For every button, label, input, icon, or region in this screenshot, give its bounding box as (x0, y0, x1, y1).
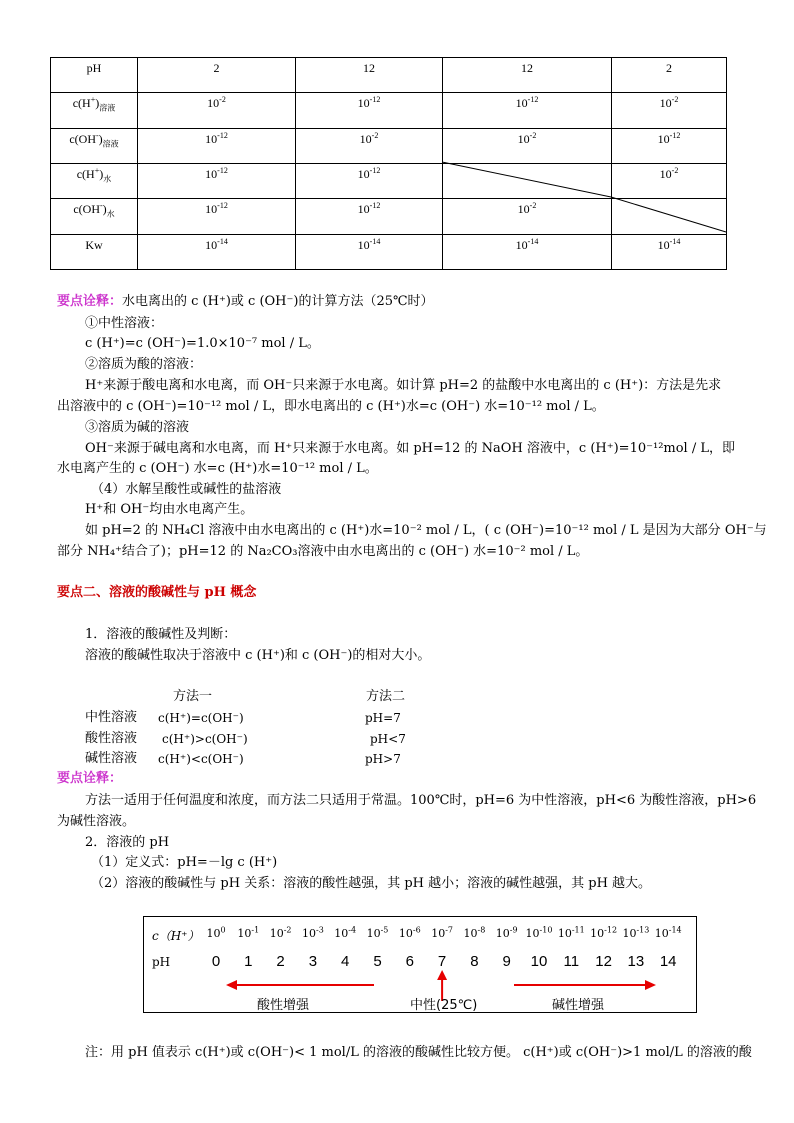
ph-tick-label: 13 (627, 953, 645, 970)
conc-row-label: c（H⁺） (152, 929, 200, 943)
table-diagonals (0, 0, 794, 280)
table-cell: $10^{-12}$ (138, 163, 296, 198)
ph-tick-label: 9 (502, 953, 511, 970)
table-cell: $10^{-2}$ (296, 128, 443, 163)
conc-tick-label: $10^{-4}$ (334, 925, 357, 940)
ph-tick-label: 0 (211, 953, 221, 970)
sec2-p1: 1．溶液的酸碱性及判断： (85, 627, 237, 642)
table-cell: $10^{-14}$ (612, 234, 727, 269)
sec2-q2: 为碱性溶液。 (57, 814, 136, 829)
table-cell-label: Kw (51, 234, 138, 269)
conc-tick-label: $10^{-3}$ (301, 925, 324, 940)
sec1-line-10: （4）水解呈酸性或碱性的盐溶液 (91, 482, 282, 497)
table-cell: 12 (443, 58, 612, 93)
table-cell-label: $c(OH^-)_水$ (51, 199, 138, 234)
sec1-line-1 (57, 294, 434, 310)
sec1-line-6: 出溶液中的 c (OH⁻)=10⁻¹² mol / L，即水电离出的 c (H⁺)水=c (OH⁻) 水=10⁻¹² mol / L。 (57, 399, 605, 414)
conc-tick-label: $10^{-13}$ (622, 925, 650, 940)
ph-tick-label: 1 (244, 953, 253, 970)
ph-tick-label: 5 (373, 953, 382, 970)
sec1-line-3: c (H⁺)=c (OH⁻)=1.0×10⁻⁷ mol / L。 (85, 336, 320, 351)
table-cell: 2 (138, 58, 296, 93)
table-cell: $10^{-12}$ (296, 163, 443, 198)
footnote: 注：用 pH 值表示 c(H⁺)或 c(OH⁻)< 1 mol/L 的溶液的酸碱性比较方便。 c(H⁺)或 c(OH⁻)>1 mol/L 的溶液的酸 (85, 1045, 752, 1060)
conc-tick-label: $10^{-10}$ (525, 925, 553, 940)
conc-tick-label: $10^0$ (206, 925, 226, 940)
ph-tick-label: 2 (276, 953, 285, 970)
table-cell-label: $c(H^+)_{溶液}$ (51, 93, 138, 128)
ph-tick-label: 4 (341, 953, 350, 970)
table-cell: $10^{-2}$ (138, 93, 296, 128)
neutral-m1: c(H⁺)=c(OH⁻) (158, 711, 244, 725)
table-cell: $10^{-2}$ (443, 199, 612, 234)
sec1-line-8: OH⁻来源于碱电离和水电离，而 H⁺只来源于水电离。如 pH=12 的 NaOH 溶液中，c (H⁺)=10⁻¹²mol / L，即 (85, 441, 735, 456)
neutral-label: 中性溶液 (85, 710, 138, 725)
table-cell: $10^{-12}$ (296, 93, 443, 128)
ph-row-label: pH (152, 955, 171, 969)
neutral-caption: 中性(25℃) (410, 998, 478, 1013)
ph-tick-label: 7 (437, 953, 447, 970)
ph-tick-label: 10 (530, 953, 548, 970)
sec1-line-2: ①中性溶液： (85, 316, 164, 331)
conc-tick-label: $10^{-2}$ (269, 925, 292, 940)
diagonal-line-2 (611, 197, 726, 232)
sec2-q1: 方法一适用于任何温度和浓度，而方法二只适用于常温。100℃时，pH=6 为中性溶液，pH<6 为酸性溶液，pH>6 (85, 793, 757, 808)
conc-tick-label: $10^{-11}$ (557, 925, 585, 940)
key-point-head-2: 要点诠释： (57, 771, 123, 786)
ph-tick-label: 8 (470, 953, 479, 970)
table-cell: $10^{-2}$ (612, 93, 727, 128)
conc-tick-label: $10^{-6}$ (398, 925, 421, 940)
table-cell: $10^{-14}$ (138, 234, 296, 269)
ph-tick-label: 6 (405, 953, 414, 970)
base-m2: pH>7 (365, 752, 401, 766)
conc-tick-label: $10^{-12}$ (590, 925, 618, 940)
acid-caption: 酸性增强 (257, 998, 310, 1013)
table-cell: 12 (296, 58, 443, 93)
table-cell: $10^{-14}$ (296, 234, 443, 269)
neutral-arrowhead (437, 970, 447, 980)
table-cell-label: $c(H^+)_水$ (51, 163, 138, 198)
table-cell: $10^{-12}$ (443, 93, 612, 128)
conc-tick-label: $10^{-5}$ (366, 925, 389, 940)
diagonal-line-1 (442, 162, 611, 197)
conc-tick-label: $10^{-8}$ (463, 925, 486, 940)
conc-tick-label: $10^{-9}$ (495, 925, 518, 940)
sec1-line-5: H⁺来源于酸电离和水电离，而 OH⁻只来源于水电离。如计算 pH=2 的盐酸中水电离出的 c (H⁺)：方法是先求 (85, 378, 722, 393)
base-label: 碱性溶液 (85, 751, 138, 766)
acid-m2: pH<7 (370, 732, 406, 746)
sec2-q4: （1）定义式：pH=－lg c (H⁺) (91, 855, 278, 870)
conc-tick-label: $10^{-14}$ (654, 925, 682, 940)
ph-scale-figure (143, 916, 697, 1013)
method-2-head: 方法二 (366, 689, 406, 704)
ph-table-wrap (0, 0, 794, 280)
ph-tick-label: 3 (308, 953, 318, 970)
table-cell: $10^{-12}$ (612, 128, 727, 163)
section-title: 要点二、溶液的酸碱性与 pH 概念 (57, 585, 257, 600)
conc-tick-label: $10^{-1}$ (237, 925, 260, 940)
sec2-p2: 溶液的酸碱性取决于溶液中 c (H⁺)和 c (OH⁻)的相对大小。 (85, 648, 431, 663)
sec1-text-1: 水电离出的 c (H⁺)或 c (OH⁻)的计算方法（25℃时） (122, 294, 434, 309)
sec1-line-11: H⁺和 OH⁻均由水电离产生。 (85, 502, 254, 517)
sec1-line-7: ③溶质为碱的溶液 (85, 420, 190, 435)
conc-tick-label: $10^{-7}$ (431, 925, 453, 940)
sec1-line-12: 如 pH=2 的 NH₄Cl 溶液中由水电离出的 c (H⁺)水=10⁻² mol / L，( c (OH⁻)=10⁻¹² mol / L 是因为大部分 OH⁻与 (85, 523, 767, 538)
table-cell-label: pH (51, 58, 138, 93)
table-cell: $10^{-2}$ (443, 128, 612, 163)
table-cell: $10^{-2}$ (612, 163, 727, 198)
acid-arrowhead (226, 980, 237, 990)
sec2-q5: （2）溶液的酸碱性与 pH 关系：溶液的酸性越强，其 pH 越小；溶液的碱性越强，其 pH 越大。 (91, 876, 652, 891)
table-cell: $10^{-12}$ (138, 128, 296, 163)
table-cell: 2 (612, 58, 727, 93)
table-cell: $10^{-12}$ (296, 199, 443, 234)
acid-label: 酸性溶液 (85, 731, 138, 746)
table-cell: $10^{-12}$ (138, 199, 296, 234)
acid-m1: c(H⁺)>c(OH⁻) (162, 732, 248, 746)
neutral-m2: pH=7 (365, 711, 401, 725)
base-m1: c(H⁺)<c(OH⁻) (158, 752, 244, 766)
sec1-line-9: 水电离产生的 c (OH⁻) 水=c (H⁺)水=10⁻¹² mol / L。 (57, 461, 378, 476)
ph-tick-label: 12 (595, 953, 612, 970)
base-caption: 碱性增强 (552, 998, 605, 1013)
sec2-q3: 2．溶液的 pH (85, 835, 170, 850)
sec1-line-4: ②溶质为酸的溶液： (85, 357, 203, 372)
base-arrowhead (645, 980, 656, 990)
table-cell-label: $c(OH^-)_{溶液}$ (51, 128, 138, 163)
ph-tick-label: 14 (659, 953, 677, 970)
method-1-head: 方法一 (173, 689, 213, 704)
key-point-head: 要点诠释： (57, 294, 123, 309)
ph-tick-label: 11 (563, 953, 580, 970)
table-cell: $10^{-14}$ (443, 234, 612, 269)
sec1-line-13: 部分 NH₄⁺结合了)；pH=12 的 Na₂CO₃溶液中由水电离出的 c (OH⁻) 水=10⁻² mol / L。 (57, 544, 589, 559)
